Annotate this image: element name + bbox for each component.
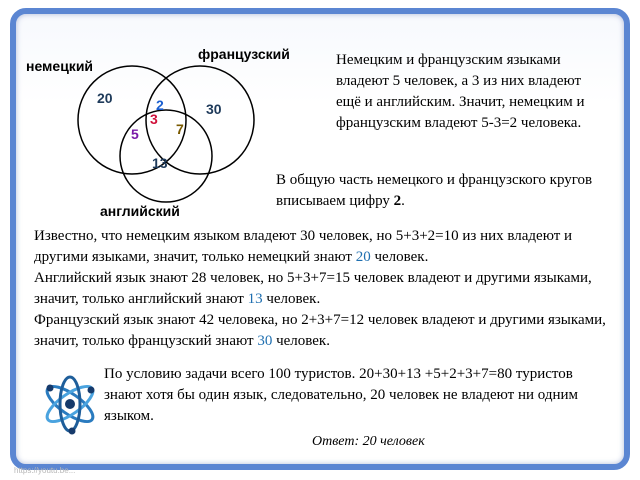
right-conclusion xyxy=(276,170,616,212)
watermark: https://youtu.be... xyxy=(14,466,76,475)
region-french-only: 30 xyxy=(206,101,222,117)
french-paragraph xyxy=(34,310,620,352)
english-label: английский xyxy=(100,203,180,219)
english-only-count: 13 xyxy=(247,291,263,307)
french-label: французский xyxy=(198,46,290,62)
french-only-count: 30 xyxy=(257,333,273,349)
english-paragraph-text: Английский язык знают 28 человек, но 5+3+7=15 человек владеют и другими языками, значит, только английский знают xyxy=(34,270,592,307)
french-paragraph-text: Французский язык знают 42 человека, но 2+3+7=12 человек владеют и другими языками, значит, только французский знают xyxy=(34,312,606,349)
german-only-count: 20 xyxy=(355,249,371,265)
german-paragraph xyxy=(34,226,620,268)
atom-icon xyxy=(38,368,102,440)
right-explanation: Немецким и французским языками владеют 5 человек, а 3 из них владеют ещё и английским. Значит, немецким и французским владеют 5-3=2 человека. xyxy=(336,52,585,131)
region-german-english: 5 xyxy=(131,126,139,142)
region-all-three: 3 xyxy=(150,111,158,127)
german-paragraph-end: человек. xyxy=(370,249,429,265)
region-german-only: 20 xyxy=(97,90,113,106)
main-explanation xyxy=(34,226,620,352)
german-paragraph-text: Известно, что немецким языком владеют 30 человек, но 5+3+2=10 из них владеют и другими языками, значит, только немецкий знают xyxy=(34,228,573,265)
region-english-only: 13 xyxy=(152,155,168,171)
english-paragraph-end: человек. xyxy=(262,291,321,307)
region-german-french: 2 xyxy=(156,97,164,113)
french-paragraph-end: человек. xyxy=(272,333,330,349)
german-circle xyxy=(78,66,186,174)
right-conclusion-text: В общую часть немецкого и французского кругов вписываем цифру xyxy=(276,172,593,209)
english-paragraph xyxy=(34,268,620,310)
region-french-english: 7 xyxy=(176,121,184,137)
conclusion-paragraph: По условию задачи всего 100 туристов. 20+30+13 +5+2+3+7=80 туристов знают хотя бы один язык, следовательно, 20 человек не владеют ни одним языком. xyxy=(104,366,579,424)
answer-text: Ответ: 20 человек xyxy=(312,434,425,449)
right-conclusion-end: . xyxy=(401,193,405,209)
right-conclusion-digit: 2 xyxy=(393,193,402,209)
german-label: немецкий xyxy=(26,58,94,74)
